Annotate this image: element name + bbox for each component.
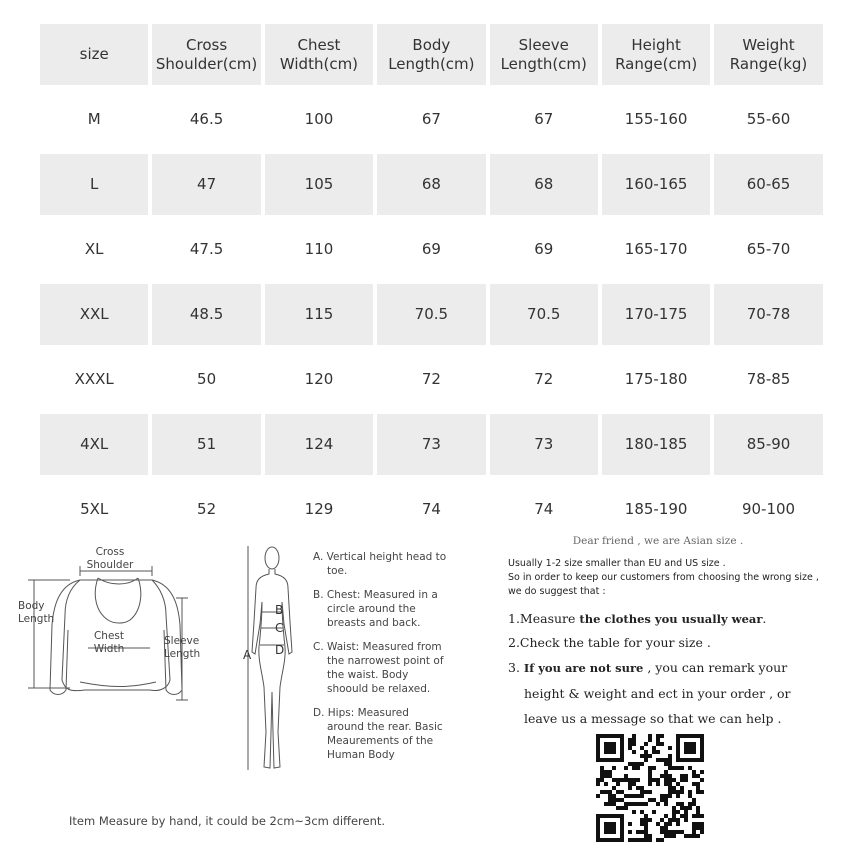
table-cell: 73 bbox=[490, 414, 598, 475]
table-cell: 47 bbox=[152, 154, 260, 215]
note-b: B. Chest: Measured in a circle around the breasts and back. bbox=[313, 589, 438, 629]
header-cell: Body Length(cm) bbox=[377, 24, 485, 85]
header-cell: Height Range(cm) bbox=[602, 24, 710, 85]
table-row bbox=[40, 154, 823, 215]
table-cell: 175-180 bbox=[624, 370, 688, 388]
table-cell: XXL bbox=[40, 284, 148, 345]
table-cell: 170-175 bbox=[602, 284, 710, 345]
table-cell: 90-100 bbox=[741, 500, 796, 518]
greeting: Dear friend , we are Asian size . bbox=[572, 535, 744, 547]
table-cell: L bbox=[40, 154, 148, 215]
step-3-line-2: height & weight and ect in your order , or bbox=[524, 686, 791, 701]
table-cell: 70.5 bbox=[490, 284, 598, 345]
table-row bbox=[40, 219, 823, 280]
measure-footnote: Item Measure by hand, it could be 2cm~3cm different. bbox=[69, 814, 386, 828]
table-cell: XXXL bbox=[74, 370, 114, 388]
table-header-row bbox=[40, 24, 823, 85]
table-cell: 69 bbox=[421, 240, 441, 258]
table-cell: 70-78 bbox=[714, 284, 822, 345]
label-a: A bbox=[243, 648, 252, 662]
table-cell: 120 bbox=[304, 370, 334, 388]
table-cell: 55-60 bbox=[746, 110, 791, 128]
table-cell: 160-165 bbox=[602, 154, 710, 215]
step-3-line-3: leave us a message so that we can help . bbox=[524, 711, 782, 726]
note-d: D. Hips: Measured around the rear. Basic Meaurements of the Human Body bbox=[313, 707, 443, 761]
table-cell: 52 bbox=[197, 500, 217, 518]
table-cell: 73 bbox=[377, 414, 485, 475]
table-cell: 72 bbox=[421, 370, 441, 388]
table-cell: 5XL bbox=[80, 500, 109, 518]
table-cell: 70.5 bbox=[377, 284, 485, 345]
table-cell: 47.5 bbox=[189, 240, 224, 258]
cross-shoulder-label: Cross Shoulder bbox=[86, 546, 134, 571]
table-cell: 65-70 bbox=[746, 240, 791, 258]
tip-line-3: we do suggest that : bbox=[508, 586, 606, 597]
qr-code-icon bbox=[596, 734, 704, 842]
step-2: 2.Check the table for your size . bbox=[508, 635, 711, 650]
chest-width-label: Chest Width bbox=[93, 630, 125, 655]
table-cell: 69 bbox=[534, 240, 554, 258]
table-cell: 129 bbox=[304, 500, 334, 518]
table-cell: 74 bbox=[534, 500, 554, 518]
table-cell: 60-65 bbox=[714, 154, 822, 215]
table-cell: 185-190 bbox=[624, 500, 688, 518]
label-c: C bbox=[275, 621, 284, 635]
table-cell: 110 bbox=[304, 240, 334, 258]
table-cell: 180-185 bbox=[602, 414, 710, 475]
table-cell: M bbox=[87, 110, 101, 128]
label-b: B bbox=[275, 603, 284, 617]
table-cell: 48.5 bbox=[152, 284, 260, 345]
table-cell: 68 bbox=[490, 154, 598, 215]
header-cell: size bbox=[40, 24, 148, 85]
measurement-notes bbox=[313, 550, 448, 772]
table-cell: 4XL bbox=[40, 414, 148, 475]
tip-line-1: Usually 1-2 size smaller than EU and US size . bbox=[508, 558, 726, 569]
table-cell: 155-160 bbox=[624, 110, 688, 128]
table-cell: 51 bbox=[152, 414, 260, 475]
table-cell: 67 bbox=[534, 110, 554, 128]
label-d: D bbox=[275, 643, 285, 657]
step-1: 1.Measure the clothes you usually wear. bbox=[508, 611, 767, 626]
table-cell: 115 bbox=[265, 284, 373, 345]
table-cell: 68 bbox=[377, 154, 485, 215]
table-row bbox=[40, 89, 823, 150]
table-row bbox=[40, 349, 823, 410]
table-cell: 46.5 bbox=[189, 110, 224, 128]
header-cell: Cross Shoulder(cm) bbox=[152, 24, 260, 85]
body-length-label: Body Length bbox=[18, 600, 55, 625]
table-cell: 124 bbox=[265, 414, 373, 475]
tip-line-2: So in order to keep our customers from choosing the wrong size , bbox=[508, 572, 819, 583]
table-row bbox=[40, 414, 823, 475]
note-c: C. Waist: Measured from the narrowest point of the waist. Body shoould be relaxed. bbox=[313, 641, 444, 695]
table-cell: 165-170 bbox=[624, 240, 688, 258]
sleeve-length-label: Sleeve Length bbox=[164, 635, 201, 660]
table-row bbox=[40, 284, 823, 345]
header-cell: Sleeve Length(cm) bbox=[490, 24, 598, 85]
table-cell: 72 bbox=[534, 370, 554, 388]
table-cell: 85-90 bbox=[714, 414, 822, 475]
table-cell: 50 bbox=[197, 370, 217, 388]
note-a: A. Vertical height head to toe. bbox=[313, 551, 447, 577]
table-cell: 105 bbox=[265, 154, 373, 215]
table-cell: 78-85 bbox=[746, 370, 791, 388]
table-cell: 74 bbox=[421, 500, 441, 518]
table-cell: XL bbox=[84, 240, 104, 258]
table-cell: 67 bbox=[421, 110, 441, 128]
header-cell: Chest Width(cm) bbox=[265, 24, 373, 85]
step-3: 3. If you are not sure , you can remark your bbox=[508, 660, 788, 675]
table-row bbox=[40, 479, 823, 540]
size-chart-table bbox=[36, 20, 827, 544]
size-tips bbox=[508, 535, 838, 731]
table-cell: 100 bbox=[304, 110, 334, 128]
header-cell: Weight Range(kg) bbox=[714, 24, 822, 85]
